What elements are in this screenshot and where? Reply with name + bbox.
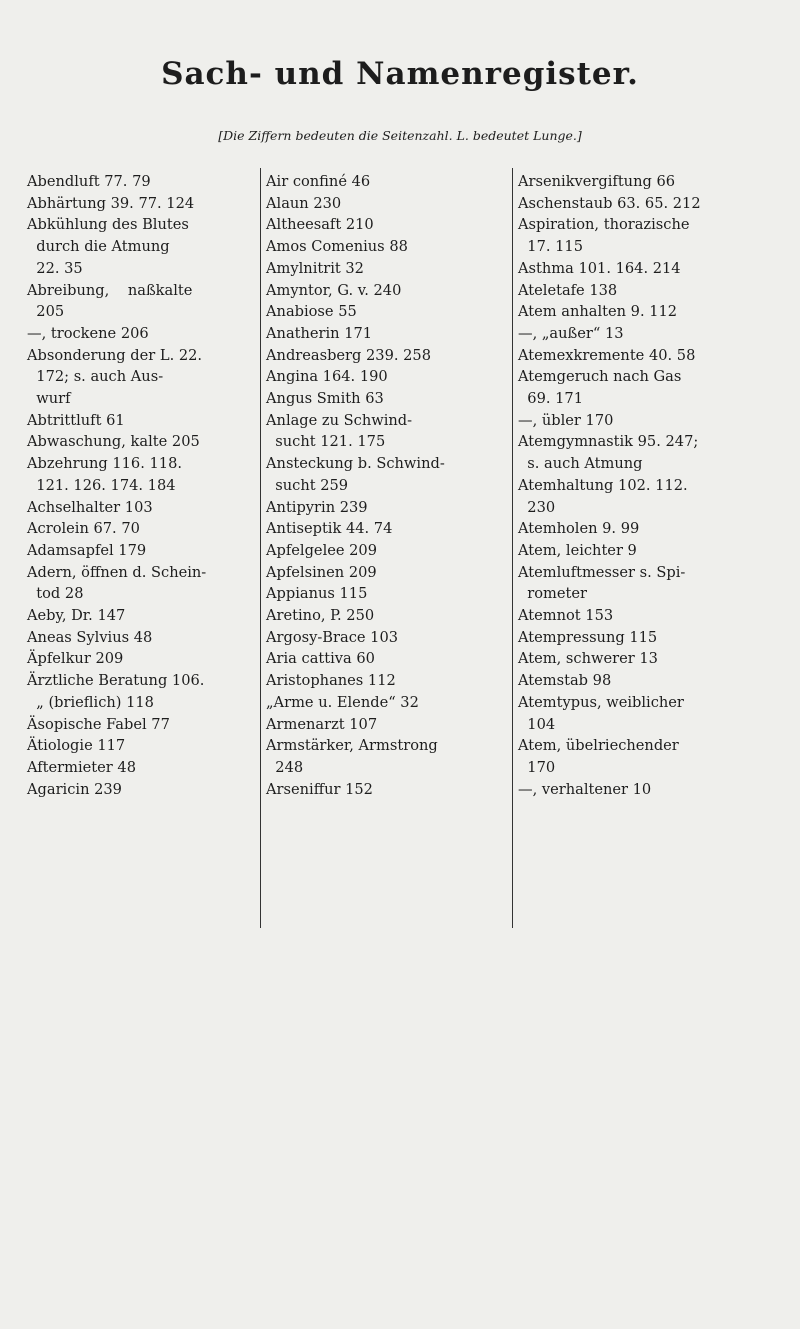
index-entry: Abreibung, naßkalte — [27, 281, 193, 299]
index-entry: Amyntor, G. v. 240 — [266, 281, 402, 299]
index-entry: 248 — [266, 758, 304, 776]
index-entry: tod 28 — [27, 585, 84, 603]
index-entry: 121. 126. 174. 184 — [27, 476, 176, 494]
index-entry: Argosy-Brace 103 — [266, 628, 399, 646]
index-entry: 104 — [518, 715, 556, 733]
index-entry: Appianus 115 — [266, 585, 368, 603]
index-entry: 22. 35 — [27, 259, 83, 277]
index-entry: Ansteckung b. Schwind- — [266, 455, 445, 473]
index-entry: Arsenikvergiftung 66 — [518, 173, 676, 190]
index-entry: Anlage zu Schwind- — [266, 411, 413, 429]
index-entry: Aneas Sylvius 48 — [27, 628, 153, 646]
index-entry: Atem anhalten 9. 112 — [518, 303, 678, 321]
index-entry: —, trockene 206 — [27, 324, 149, 342]
index-entry: Apfelgelee 209 — [266, 541, 377, 559]
index-entry: Alaun 230 — [266, 194, 342, 212]
index-entry: Arseniffur 152 — [266, 780, 373, 798]
index-column-1 — [27, 171, 252, 800]
index-entry: Armenarzt 107 — [266, 715, 378, 733]
index-entry: Atemexkremente 40. 58 — [518, 346, 696, 364]
index-entry: Antiseptik 44. 74 — [266, 520, 393, 538]
index-entry: Adamsapfel 179 — [27, 541, 147, 559]
index-entry: Atemluftmesser s. Spi- — [518, 563, 686, 581]
column-divider — [512, 168, 513, 928]
index-entry: Aria cattiva 60 — [266, 650, 375, 668]
index-entry: Atemholen 9. 99 — [518, 520, 640, 538]
index-entry: Abkühlung des Blutes — [27, 216, 189, 234]
index-entry: 69. 171 — [518, 390, 583, 408]
index-entry: Atem, übelriechender — [518, 737, 679, 755]
index-entry: Adern, öffnen d. Schein- — [27, 563, 207, 581]
index-entry: Abwaschung, kalte 205 — [27, 433, 200, 451]
index-entry: Äsopische Fabel 77 — [27, 715, 170, 733]
index-entry: Aschenstaub 63. 65. 212 — [518, 194, 701, 212]
index-entry: Aristophanes 112 — [266, 672, 396, 690]
index-entry: 172; s. auch Aus- — [27, 368, 164, 386]
index-entry: —, übler 170 — [518, 411, 614, 429]
index-entry: Agaricin 239 — [27, 780, 122, 798]
index-entry: Absonderung der L. 22. — [27, 346, 203, 364]
index-entry: Atemstab 98 — [518, 672, 612, 690]
index-entry: Altheesaft 210 — [266, 216, 374, 234]
index-entry: Angus Smith 63 — [266, 390, 384, 408]
index-entry: Ateletafe 138 — [518, 281, 618, 299]
index-entry: Achselhalter 103 — [27, 498, 153, 516]
index-entry: Abzehrung 116. 118. — [27, 455, 182, 473]
index-entry: Abtrittluft 61 — [27, 411, 125, 429]
index-entry: rometer — [518, 585, 587, 603]
index-entry: Andreasberg 239. 258 — [266, 346, 432, 364]
index-entry: „ (brieflich) 118 — [27, 693, 154, 711]
index-entry: s. auch Atmung — [518, 455, 643, 473]
page-subtitle: [Die Ziffern bedeuten die Seitenzahl. L. bedeutet Lunge.] — [218, 128, 582, 143]
index-entry: Atemgymnastik 95. 247; — [518, 433, 699, 451]
page-title: Sach- und Namenregister. — [161, 56, 639, 92]
index-entry: Atemgeruch nach Gas — [518, 368, 682, 386]
index-entry: Air confiné 46 — [266, 173, 371, 190]
index-entry: 170 — [518, 758, 556, 776]
index-entry: Ärztliche Beratung 106. — [27, 672, 205, 690]
index-entry: Anatherin 171 — [266, 324, 373, 342]
index-entry: Armstärker, Armstrong — [266, 737, 438, 755]
index-entry: Amylnitrit 32 — [266, 259, 364, 277]
index-entry: Atemhaltung 102. 112. — [518, 476, 688, 494]
index-entry: Aftermieter 48 — [27, 758, 136, 776]
index-entry: Aeby, Dr. 147 — [27, 607, 126, 625]
index-entry: sucht 259 — [266, 476, 349, 494]
index-entry: durch die Atmung — [27, 238, 170, 256]
index-column-3 — [518, 171, 778, 800]
index-entry: 17. 115 — [518, 238, 583, 256]
index-entry: Anabiose 55 — [266, 303, 357, 321]
index-entry: Amos Comenius 88 — [266, 238, 408, 256]
column-divider — [260, 168, 261, 928]
index-entry: Aretino, P. 250 — [266, 607, 375, 625]
index-entry: „Arme u. Elende“ 32 — [266, 693, 419, 711]
index-entry: 205 — [27, 303, 65, 321]
index-entry: Aspiration, thorazische — [518, 216, 690, 234]
index-entry: Asthma 101. 164. 214 — [518, 259, 681, 277]
index-entry: —, verhaltener 10 — [518, 780, 652, 798]
index-entry: wurf — [27, 390, 71, 408]
index-column-2 — [266, 171, 491, 800]
index-entry: Ätiologie 117 — [27, 737, 126, 755]
index-entry: Apfelsinen 209 — [266, 563, 377, 581]
index-entry: Acrolein 67. 70 — [27, 520, 140, 538]
index-entry: 230 — [518, 498, 556, 516]
index-entry: Atemnot 153 — [518, 607, 614, 625]
index-entry: —, „außer“ 13 — [518, 324, 624, 342]
index-entry: Abendluft 77. 79 — [27, 173, 151, 190]
index-entry: sucht 121. 175 — [266, 433, 386, 451]
index-entry: Atem, leichter 9 — [518, 541, 637, 559]
index-entry: Äpfelkur 209 — [27, 650, 124, 668]
index-entry: Antipyrin 239 — [266, 498, 368, 516]
index-entry: Angina 164. 190 — [266, 368, 388, 386]
index-entry: Atemtypus, weiblicher — [518, 693, 684, 711]
index-entry: Abhärtung 39. 77. 124 — [27, 194, 195, 212]
index-entry: Atempressung 115 — [518, 628, 658, 646]
index-entry: Atem, schwerer 13 — [518, 650, 658, 668]
